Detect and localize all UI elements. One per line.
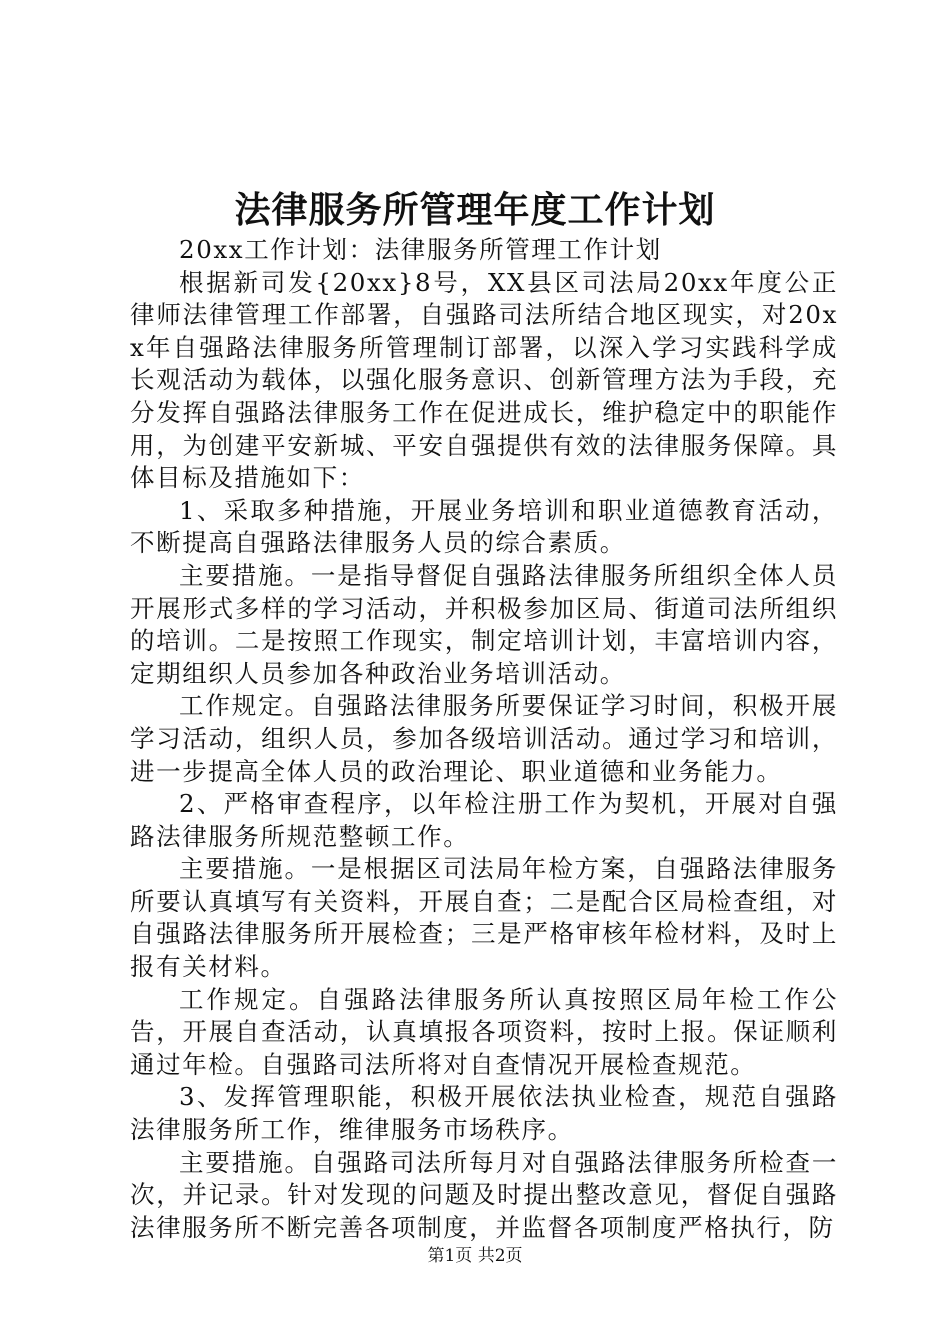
page-footer: 第1页 共2页 xyxy=(427,1246,523,1266)
paragraph-intro: 根据新司发{20xx}8号，XX县区司法局20xx年度公正律师法律管理工作部署，自强路司法所结合地区现实，对20xx年自强路法律服务所管理制订部署，以深入学习实践科学成长观活动为载体，以强化服务意识、创新管理方法为手段，充分发挥自强路法律服务工作在促进成长，维护稳定中的职能作用，为创建平安新城、平安自强提供有效的法律服务保障。具体目标及措施如下： xyxy=(130,267,838,493)
paragraph-item-1-measures: 主要措施。一是指导督促自强路法律服务所组织全体人员开展形式多样的学习活动，并积极参加区局、街道司法所组织的培训。二是按照工作现实，制定培训计划，丰富培训内容，定期组织人员参加各种政治业务培训活动。 xyxy=(130,560,838,688)
paragraph-subtitle: 20xx工作计划：法律服务所管理工作计划 xyxy=(179,235,662,264)
paragraph-item-1-rules: 工作规定。自强路法律服务所要保证学习时间，积极开展学习活动，组织人员，参加各级培训活动。通过学习和培训，进一步提高全体人员的政治理论、职业道德和业务能力。 xyxy=(130,691,838,786)
paragraph-item-2: 2、严格审查程序，以年检注册工作为契机，开展对自强路法律服务所规范整顿工作。 xyxy=(130,789,838,851)
paragraph-item-2-rules: 工作规定。自强路法律服务所认真按照区局年检工作公告，开展自查活动，认真填报各项资料，按时上报。保证顺利通过年检。自强路司法所将对自查情况开展检查规范。 xyxy=(130,984,838,1079)
paragraph-item-3-measures: 主要措施。自强路司法所每月对自强路法律服务所检查一次，并记录。针对发现的问题及时提出整改意见，督促自强路法律服务所不断完善各项制度，并监督各项制度严格执行，防 xyxy=(130,1147,838,1242)
document-body xyxy=(130,234,838,1244)
paragraph-item-2-measures: 主要措施。一是根据区司法局年检方案，自强路法律服务所要认真填写有关资料，开展自查；二是配合区局检查组，对自强路法律服务所开展检查；三是严格审核年检材料，及时上报有关材料。 xyxy=(130,854,838,982)
paragraph-item-1: 1、采取多种措施，开展业务培训和职业道德教育活动，不断提高自强路法律服务人员的综合素质。 xyxy=(130,495,838,558)
paragraph-item-3: 3、发挥管理职能，积极开展依法执业检查，规范自强路法律服务所工作，维律服务市场秩序。 xyxy=(130,1082,838,1145)
document-title: 法律服务所管理年度工作计划 xyxy=(234,189,716,231)
